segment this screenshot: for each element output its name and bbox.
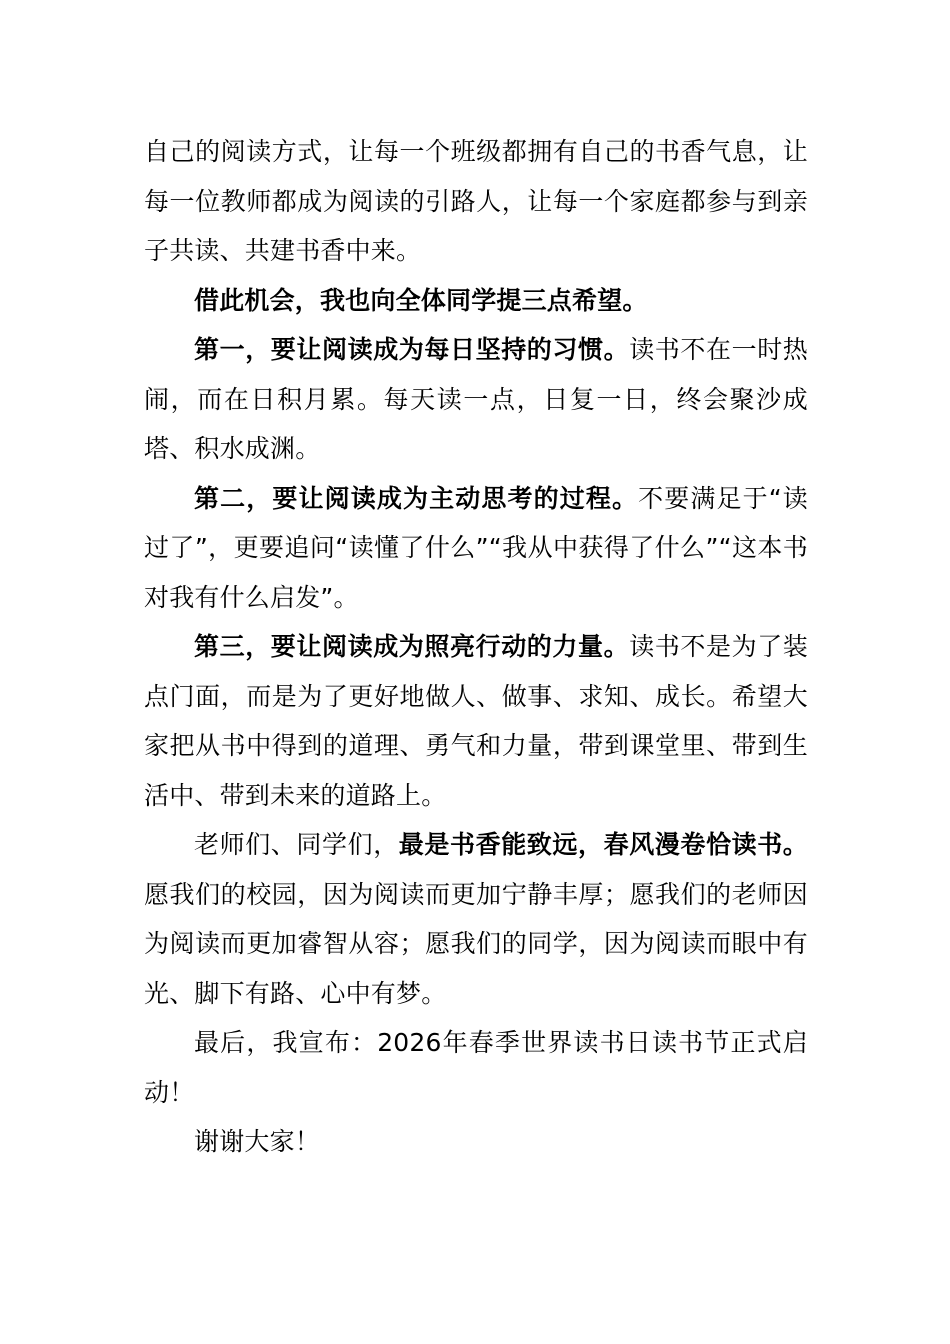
- paragraph-text: 读书不是为了装点门面，而是为了更好地做人、做事、求知、成长。希望大家把从书中得到的道理、勇气和力量，带到课堂里、带到生活中、带到未来的道路上。: [144, 632, 809, 810]
- paragraph-4: [144, 474, 808, 623]
- paragraph-lead: 借此机会，我也向全体同学提三点希望。: [194, 285, 648, 315]
- document-body: [144, 127, 808, 1167]
- paragraph-text: 读书不在一时热闹，而在日积月累。每天读一点，日复一日，终会聚沙成塔、积水成渊。: [144, 335, 809, 463]
- paragraph-bold-quote: 最是书香能致远，春风漫卷恰读书。: [398, 830, 808, 859]
- paragraph-text: 最后，我宣布：2026年春季世界读书日读书节正式启动！: [144, 1028, 808, 1107]
- paragraph-lead: 第三，要让阅读成为照亮行动的力量。: [194, 632, 630, 661]
- paragraph-3: [144, 325, 808, 474]
- paragraph-8: [144, 1117, 808, 1167]
- paragraph-text: 谢谢大家！: [194, 1127, 321, 1156]
- paragraph-1: [144, 127, 808, 276]
- paragraph-6: [144, 820, 808, 1018]
- paragraph-lead: 第二，要让阅读成为主动思考的过程。: [194, 483, 639, 513]
- paragraph-2: [144, 276, 808, 326]
- paragraph-text: 不要满足于“读过了”，更要追问“读懂了什么”“我从中获得了什么”“这本书对我有什么启发”。: [144, 483, 809, 612]
- paragraph-7: [144, 1018, 808, 1117]
- paragraph-lead: 第一，要让阅读成为每日坚持的习惯。: [194, 335, 630, 364]
- paragraph-text: 老师们、同学们，: [194, 830, 399, 859]
- paragraph-text: 自己的阅读方式，让每一个班级都拥有自己的书香气息，让每一位教师都成为阅读的引路人，让每一个家庭都参与到亲子共读、共建书香中来。: [144, 137, 808, 265]
- paragraph-tail: 愿我们的校园，因为阅读而更加宁静丰厚；愿我们的老师因为阅读而更加睿智从容；愿我们的同学，因为阅读而眼中有光、脚下有路、心中有梦。: [144, 879, 808, 1008]
- paragraph-5: [144, 622, 808, 820]
